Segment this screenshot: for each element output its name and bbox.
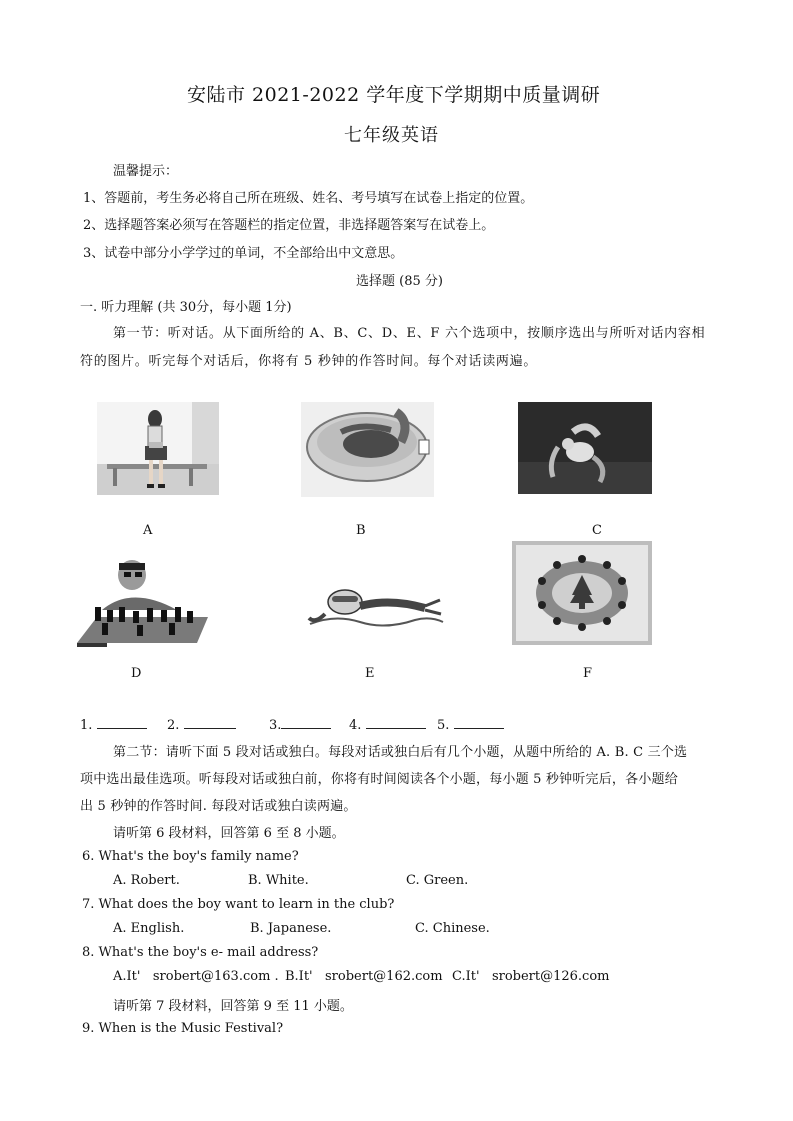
question-7: 7. What does the boy want to learn in the club? xyxy=(82,897,395,912)
tip-item-3: 3、试卷中部分小学学过的单词，不全部给出中文意思。 xyxy=(83,246,404,261)
q7-option-b[interactable]: B. Japanese. xyxy=(250,921,332,936)
picture-label-a: A xyxy=(143,523,153,538)
q8-option-c[interactable]: C.It' srobert@126.com xyxy=(452,969,610,984)
section1-instructions-line2: 符的图片。听完每个对话后，你将有 5 秒钟的作答时间。每个对话读两遍。 xyxy=(80,354,538,369)
q7-option-a[interactable]: A. English. xyxy=(113,921,185,936)
section1-instructions-line1: 第一节：听对话。从下面所给的 A、B、C、D、E、F 六个选项中，按顺序选出与所听对话内容相 xyxy=(113,326,706,341)
picture-c xyxy=(518,402,652,494)
picture-f xyxy=(512,541,652,645)
section-title: 选择题 (85 分) xyxy=(356,274,443,289)
picture-b xyxy=(301,402,434,497)
picture-d xyxy=(77,555,208,650)
washing-clothes-picture xyxy=(301,402,434,497)
tip-item-2: 2、选择题答案必须写在答题栏的指定位置，非选择题答案写在试卷上。 xyxy=(83,218,495,233)
material-6-instruction: 请听第 6 段材料，回答第 6 至 8 小题。 xyxy=(113,826,345,841)
picture-label-b: B xyxy=(356,523,366,538)
exam-title: 安陆市 2021-2022 学年度下学期期中质量调研 xyxy=(187,84,601,106)
section2-instructions-line1: 第二节：请听下面 5 段对话或独白。每段对话或独白后有几个小题，从题中所给的 A. B. C 三个选 xyxy=(113,745,688,760)
part1-heading: 一. 听力理解 (共 30分，每小题 1分) xyxy=(80,300,292,315)
q7-option-c[interactable]: C. Chinese. xyxy=(415,921,490,936)
picture-label-c: C xyxy=(592,523,602,538)
picture-label-e: E xyxy=(365,666,375,681)
boy-playing-chess-picture xyxy=(77,555,208,650)
question-6: 6. What's the boy's family name? xyxy=(82,849,299,864)
picture-e xyxy=(305,584,445,636)
q6-option-c[interactable]: C. Green. xyxy=(406,873,469,888)
picture-label-d: D xyxy=(131,666,142,681)
tips-heading: 温馨提示： xyxy=(113,164,179,179)
question-8: 8. What's the boy's e- mail address? xyxy=(82,945,319,960)
q8-option-a[interactable]: A.It' srobert@163.com . xyxy=(113,969,279,984)
section2-instructions-line3: 出 5 秒钟的作答时间. 每段对话或独白读两遍。 xyxy=(80,799,357,814)
q8-option-b[interactable]: B.It' srobert@162.com xyxy=(285,969,443,984)
q6-option-b[interactable]: B. White. xyxy=(248,873,309,888)
answer-blank-2[interactable]: 2. xyxy=(167,716,236,733)
boy-swimming-picture xyxy=(305,584,445,636)
answer-blank-3[interactable]: 3. xyxy=(269,716,331,733)
question-9: 9. When is the Music Festival? xyxy=(82,1021,284,1036)
tip-item-1: 1、答题前，考生务必将自己所在班级、姓名、考号填写在试卷上指定的位置。 xyxy=(83,191,534,206)
dancing-picture xyxy=(518,402,652,494)
answer-blank-5[interactable]: 5. xyxy=(437,716,504,733)
exam-subtitle: 七年级英语 xyxy=(344,125,439,146)
answer-blank-4[interactable]: 4. xyxy=(349,716,426,733)
kids-around-tree-picture xyxy=(512,541,652,645)
girl-reading-picture xyxy=(97,402,219,495)
q6-option-a[interactable]: A. Robert. xyxy=(113,873,180,888)
answer-blank-1[interactable]: 1. xyxy=(80,716,147,733)
picture-a xyxy=(97,402,219,495)
section2-instructions-line2: 项中选出最佳选项。听每段对话或独白前，你将有时间阅读各个小题，每小题 5 秒钟听完后，各小题给 xyxy=(80,772,678,787)
material-7-instruction: 请听第 7 段材料，回答第 9 至 11 小题。 xyxy=(113,999,353,1014)
picture-label-f: F xyxy=(583,666,593,681)
